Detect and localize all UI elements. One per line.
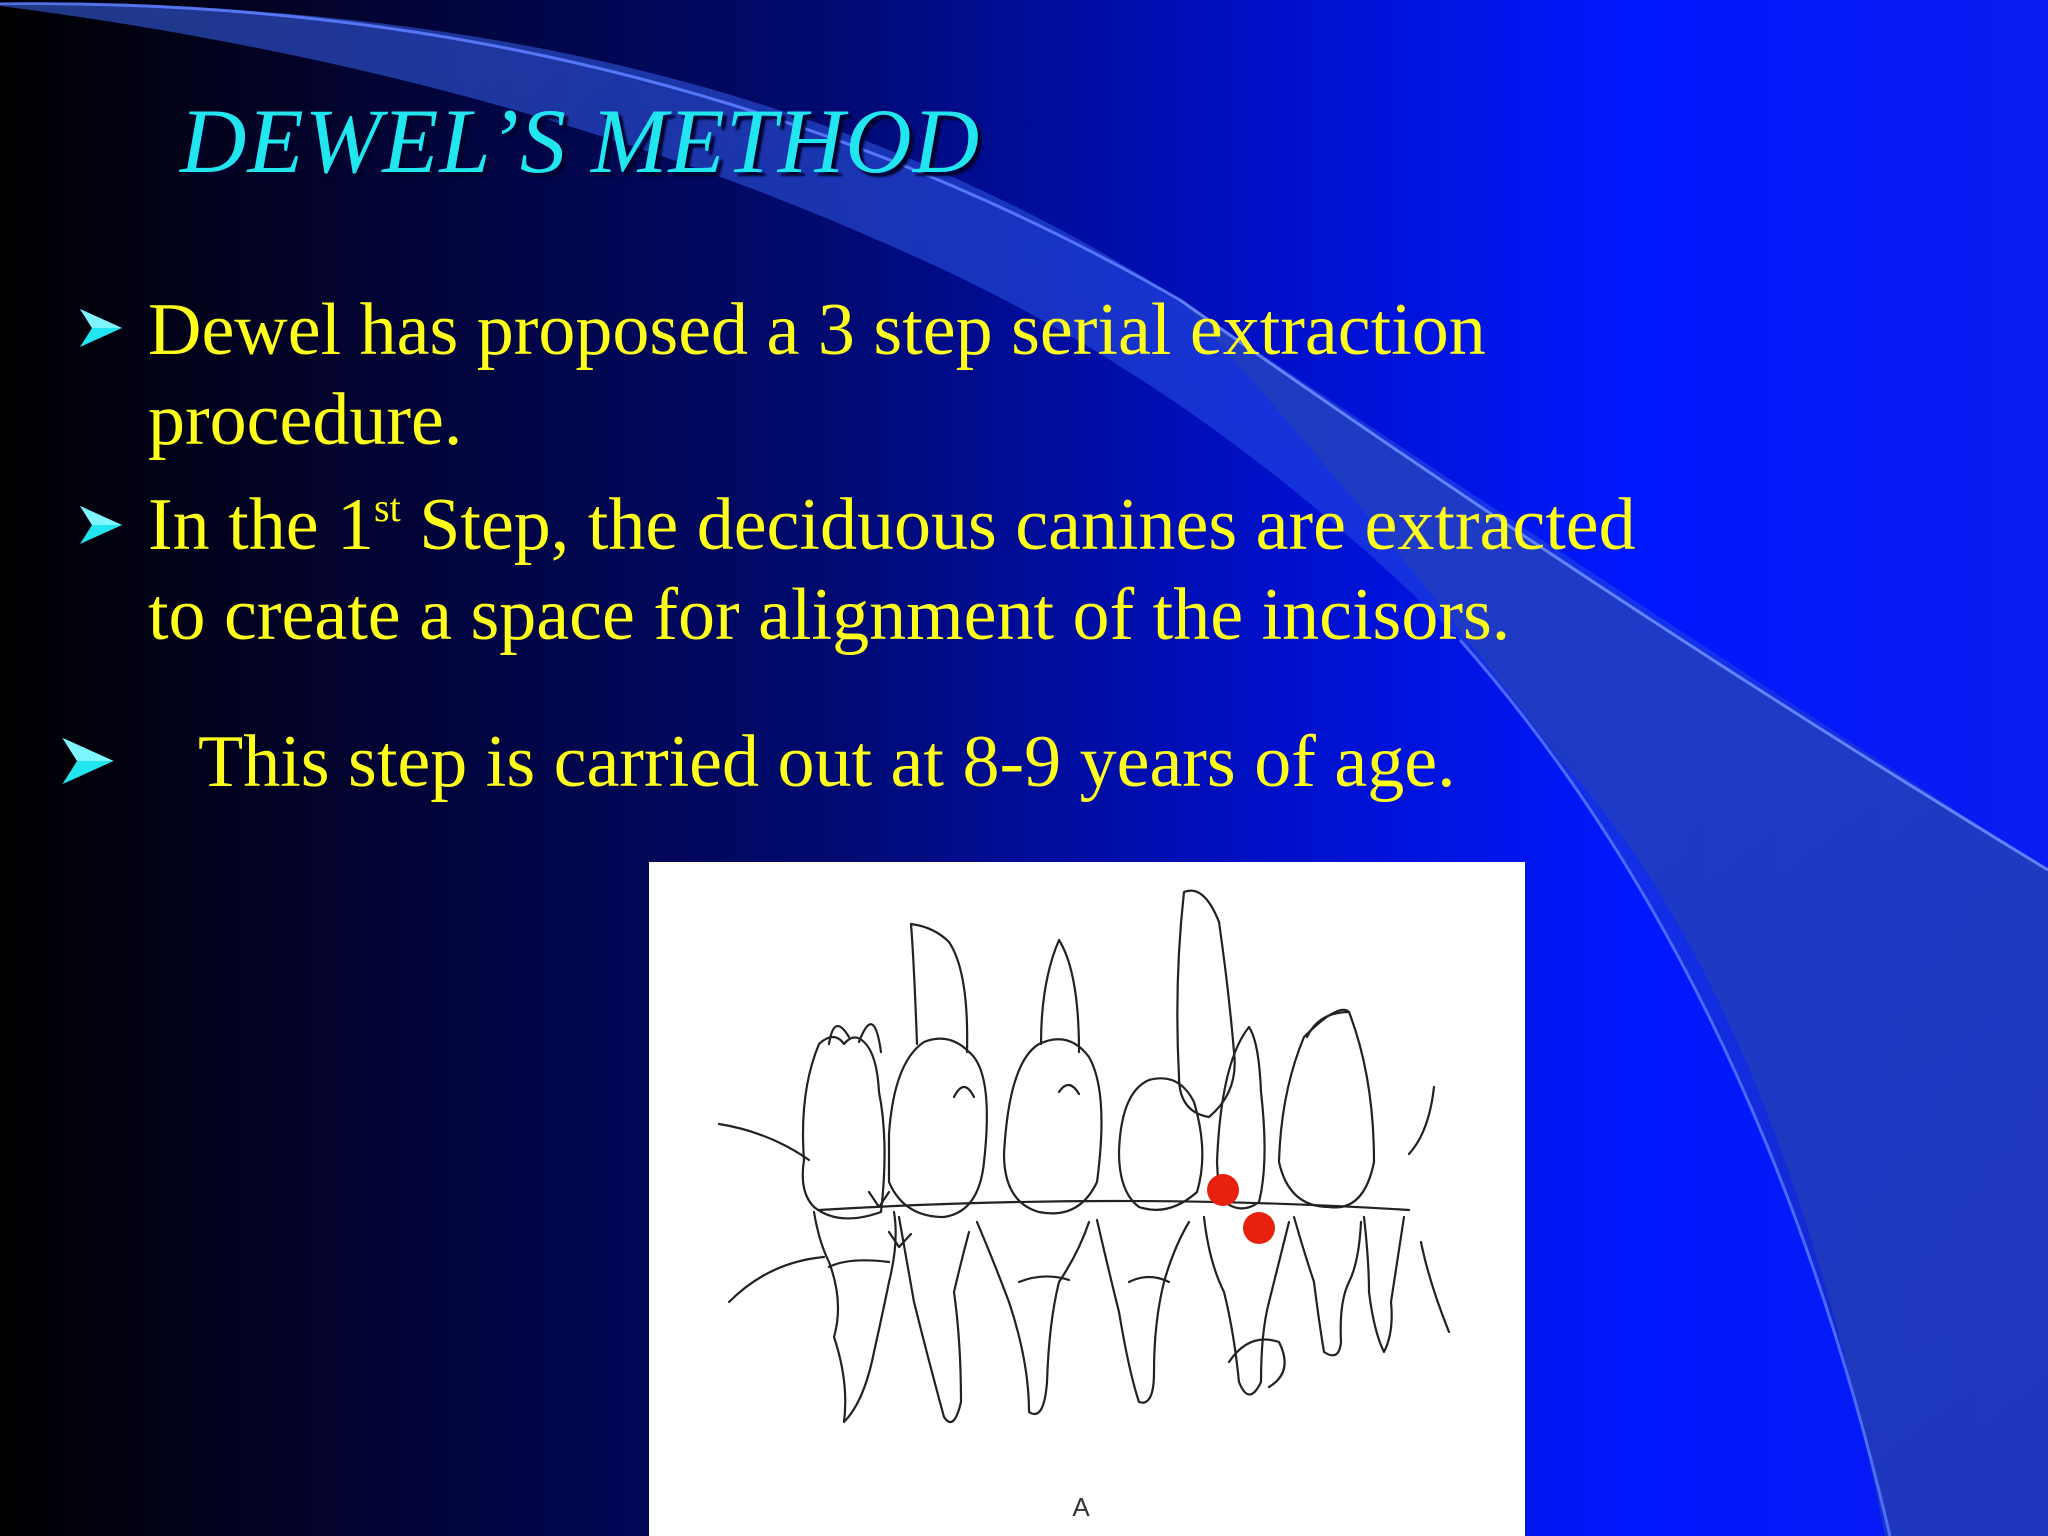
arrow-bullet-icon xyxy=(78,305,124,351)
slide-title: DEWEL’S METHOD xyxy=(180,90,981,192)
bullet-3-line-1: This step is carried out at 8-9 years of age. xyxy=(198,721,1456,803)
bullet-2-text-before: In the 1 xyxy=(148,484,375,566)
bullet-2-line-2: to create a space for alignment of the incisors. xyxy=(148,574,1511,656)
ordinal-suffix: st xyxy=(374,485,401,530)
bullet-2-text-after: Step, the deciduous canines are extracted xyxy=(400,484,1636,566)
dental-arch-figure xyxy=(649,862,1525,1536)
extraction-marker xyxy=(1207,1174,1239,1206)
dental-arch-illustration-icon xyxy=(649,862,1525,1536)
bullet-2-line-1 xyxy=(148,480,1636,570)
extraction-marker xyxy=(1243,1212,1275,1244)
bullet-1-line-2: procedure. xyxy=(148,379,463,461)
figure-label: A xyxy=(1072,1492,1090,1522)
bullet-1-line-1: Dewel has proposed a 3 step serial extraction xyxy=(148,289,1486,371)
arrow-bullet-icon xyxy=(78,502,124,548)
arrow-bullet-icon xyxy=(60,733,116,789)
